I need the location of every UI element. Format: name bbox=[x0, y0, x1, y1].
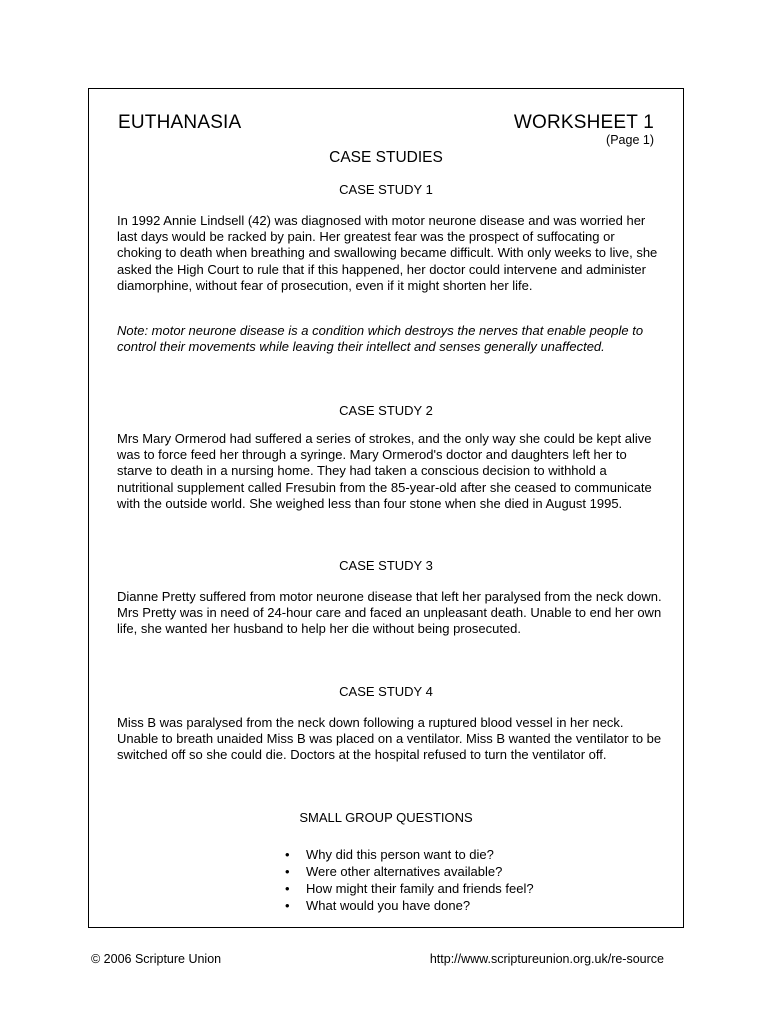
list-item bbox=[285, 846, 534, 863]
list-item bbox=[285, 880, 534, 897]
bullet-icon: • bbox=[285, 847, 290, 862]
list-item bbox=[285, 897, 534, 914]
bullet-icon: • bbox=[285, 864, 290, 879]
list-item bbox=[285, 863, 534, 880]
section-subtitle: CASE STUDIES bbox=[329, 149, 443, 166]
case-study-4-text: Miss B was paralysed from the neck down following a ruptured blood vessel in her neck. Unable to breath unaided Miss B was placed on a ventilator. Miss B wanted the ventilator to be switched off so she could die. Doctors at the hospital refused to turn the ventilator off. bbox=[117, 715, 662, 763]
copyright-notice: © 2006 Scripture Union bbox=[91, 952, 222, 966]
question-text: Were other alternatives available? bbox=[306, 864, 503, 879]
case-study-1-heading: CASE STUDY 1 bbox=[339, 182, 433, 197]
worksheet-title: EUTHANASIA bbox=[118, 112, 242, 133]
questions-list bbox=[285, 846, 534, 914]
case-study-1-note: Note: motor neurone disease is a condition which destroys the nerves that enable people to control their movements while leaving their intellect and senses generally unaffected. bbox=[117, 323, 644, 355]
question-text: What would you have done? bbox=[306, 898, 471, 913]
case-study-4-heading: CASE STUDY 4 bbox=[339, 684, 433, 699]
source-url: http://www.scriptureunion.org.uk/re-source bbox=[429, 952, 664, 966]
bullet-icon: • bbox=[285, 881, 290, 896]
bullet-icon: • bbox=[285, 898, 290, 913]
page-number: (Page 1) bbox=[606, 133, 654, 147]
case-study-2-heading: CASE STUDY 2 bbox=[339, 403, 433, 418]
question-text: How might their family and friends feel? bbox=[306, 881, 534, 896]
case-study-2-text: Mrs Mary Ormerod had suffered a series of strokes, and the only way she could be kept alive was to force feed her through a syringe. Mary Ormerod's doctor and daughters left her to starve to death in a nursing home. They had taken a conscious decision to withhold a nutritional supplement called Fresubin from the 85-year-old after she ceased to communicate with the outside world. She weighed less than four stone when she died in August 1995. bbox=[117, 431, 652, 511]
worksheet-number: WORKSHEET 1 bbox=[513, 112, 654, 133]
case-study-1-text: In 1992 Annie Lindsell (42) was diagnosed with motor neurone disease and was worried her last days would be racked by pain. Her greatest fear was the prospect of suffocating or choking to death when breathing and swallowing became difficult. With only weeks to live, she asked the High Court to rule that if this happened, her doctor could intervene and administer diamorphine, without fear of prosecution, even if it might shorten her life. bbox=[117, 213, 658, 293]
case-study-3-heading: CASE STUDY 3 bbox=[339, 558, 433, 573]
question-text: Why did this person want to die? bbox=[306, 847, 494, 862]
small-group-questions-heading: SMALL GROUP QUESTIONS bbox=[299, 810, 473, 825]
case-study-3-text: Dianne Pretty suffered from motor neurone disease that left her paralysed from the neck down. Mrs Pretty was in need of 24-hour care and faced an unpleasant death. Unable to end her own life, she wanted her husband to help her die without being prosecuted. bbox=[117, 589, 662, 637]
